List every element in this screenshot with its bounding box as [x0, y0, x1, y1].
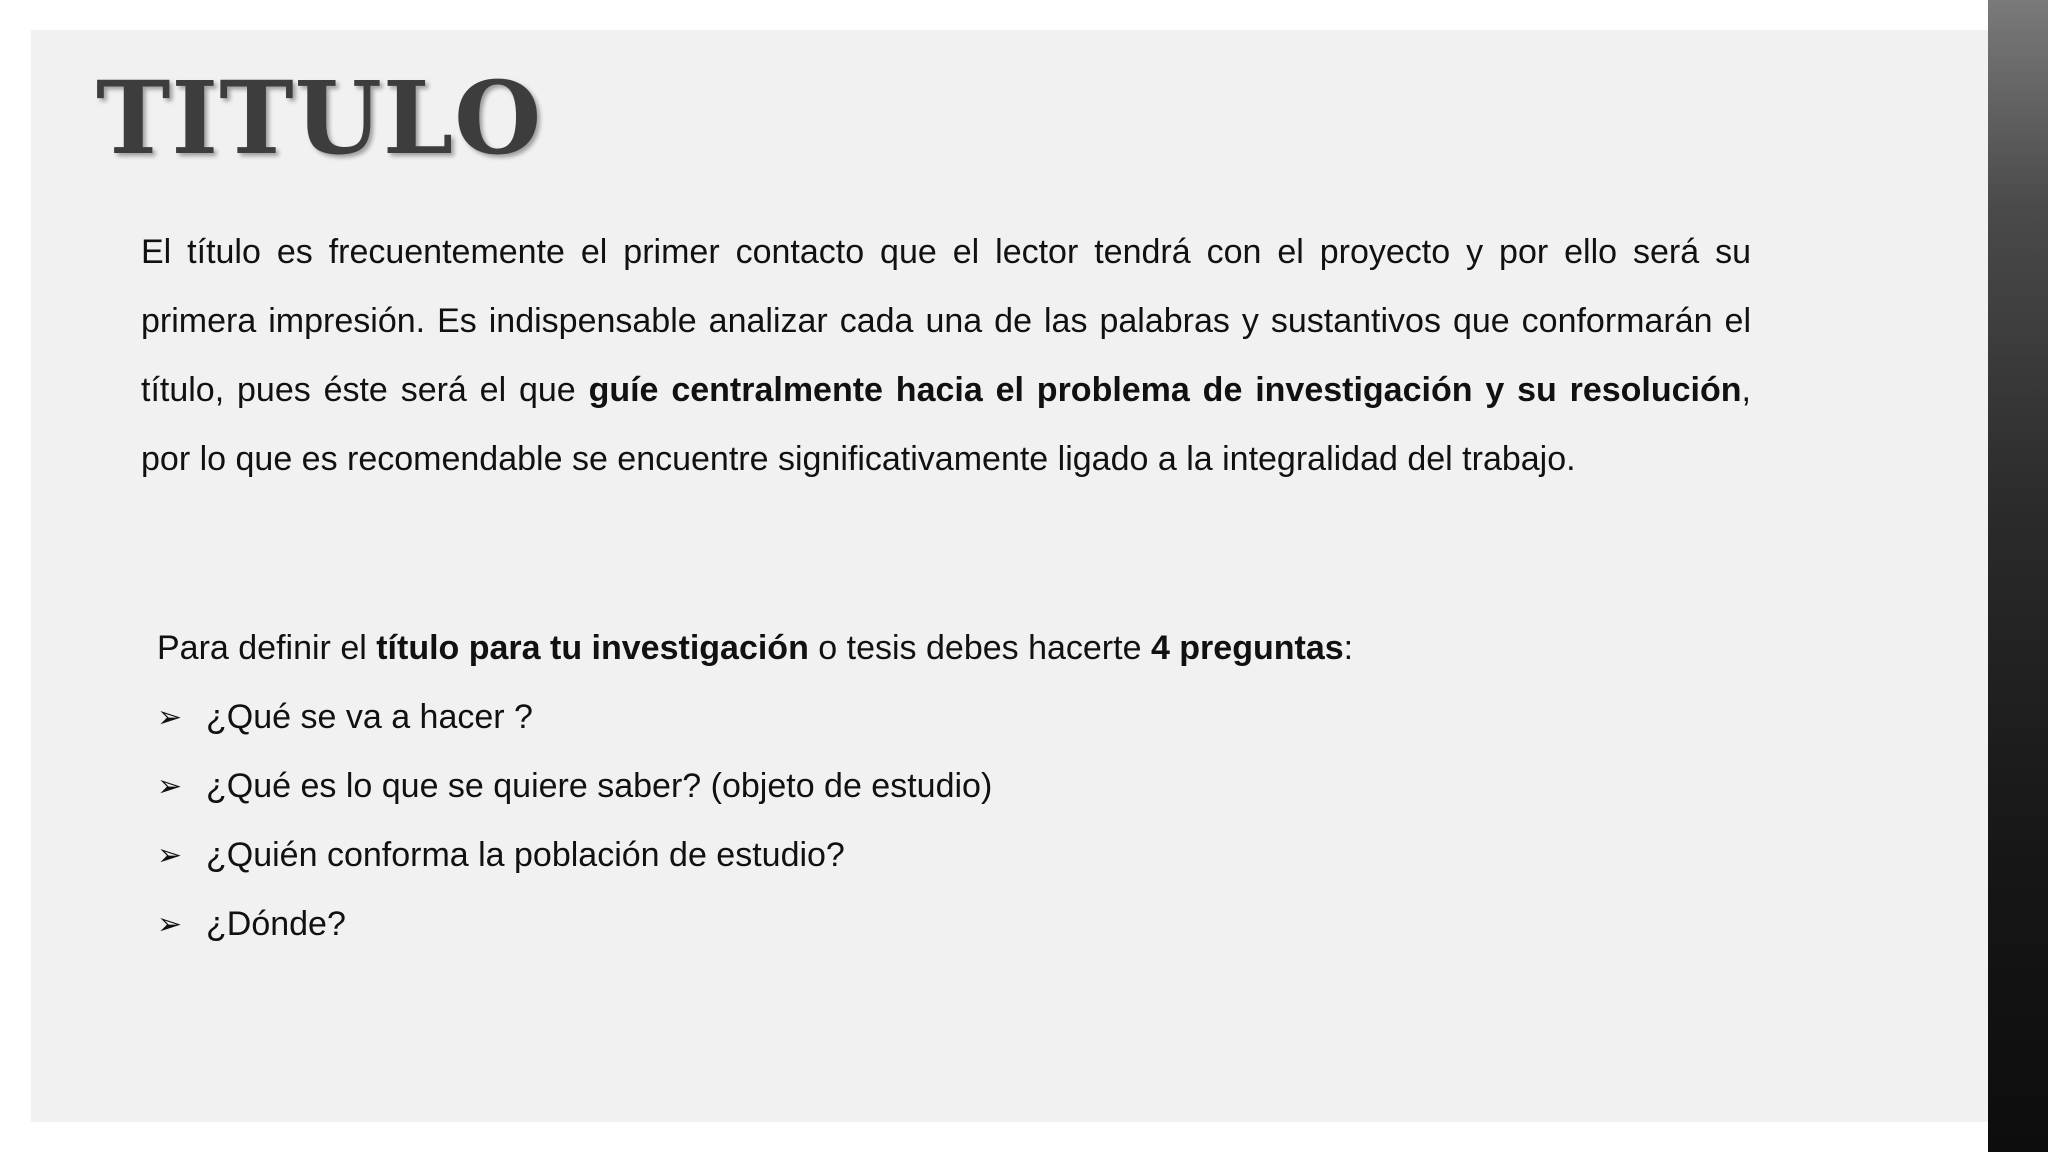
body-paragraph — [141, 218, 1751, 494]
paragraph-bold-phrase: guíe centralmente hacia el problema de investigación y su resolución — [588, 371, 1742, 409]
question-text: ¿Qué es lo que se quiere saber? (objeto de estudio) — [206, 767, 993, 805]
question-text: ¿Quién conforma la población de estudio? — [206, 836, 845, 874]
arrow-bullet-icon: ➢ — [157, 701, 183, 734]
intro-text-part3: : — [1343, 629, 1354, 667]
arrow-bullet-icon: ➢ — [157, 839, 183, 872]
questions-list — [157, 683, 992, 959]
paragraph-text-part2: , por lo que es recomendable se encuentre significativamente ligado a la integralidad del trabajo. — [141, 371, 1751, 478]
question-text: ¿Qué se va a hacer ? — [206, 698, 533, 736]
paragraph-text-part1: El título es frecuentemente el primer contacto que el lector tendrá con el proyecto y por ello será su primera impresión. Es indispensable analizar cada una de las palabras y sustantivos que conformarán el título, pues éste será el que — [141, 233, 1751, 409]
intro-bold-title-phrase: título para tu investigación — [376, 629, 809, 667]
list-item — [157, 890, 992, 959]
list-item — [157, 683, 992, 752]
list-item — [157, 821, 992, 890]
intro-bold-count-phrase: 4 preguntas — [1150, 629, 1344, 667]
intro-text-part1: Para definir el — [157, 629, 377, 667]
intro-text-part2: o tesis debes hacerte — [808, 629, 1151, 667]
questions-intro — [157, 614, 1857, 683]
question-text: ¿Dónde? — [206, 905, 346, 943]
list-item — [157, 752, 992, 821]
side-decorative-bar — [1988, 0, 2048, 1152]
slide-title: TITULO — [96, 59, 543, 177]
arrow-bullet-icon: ➢ — [157, 908, 183, 941]
arrow-bullet-icon: ➢ — [157, 770, 183, 803]
